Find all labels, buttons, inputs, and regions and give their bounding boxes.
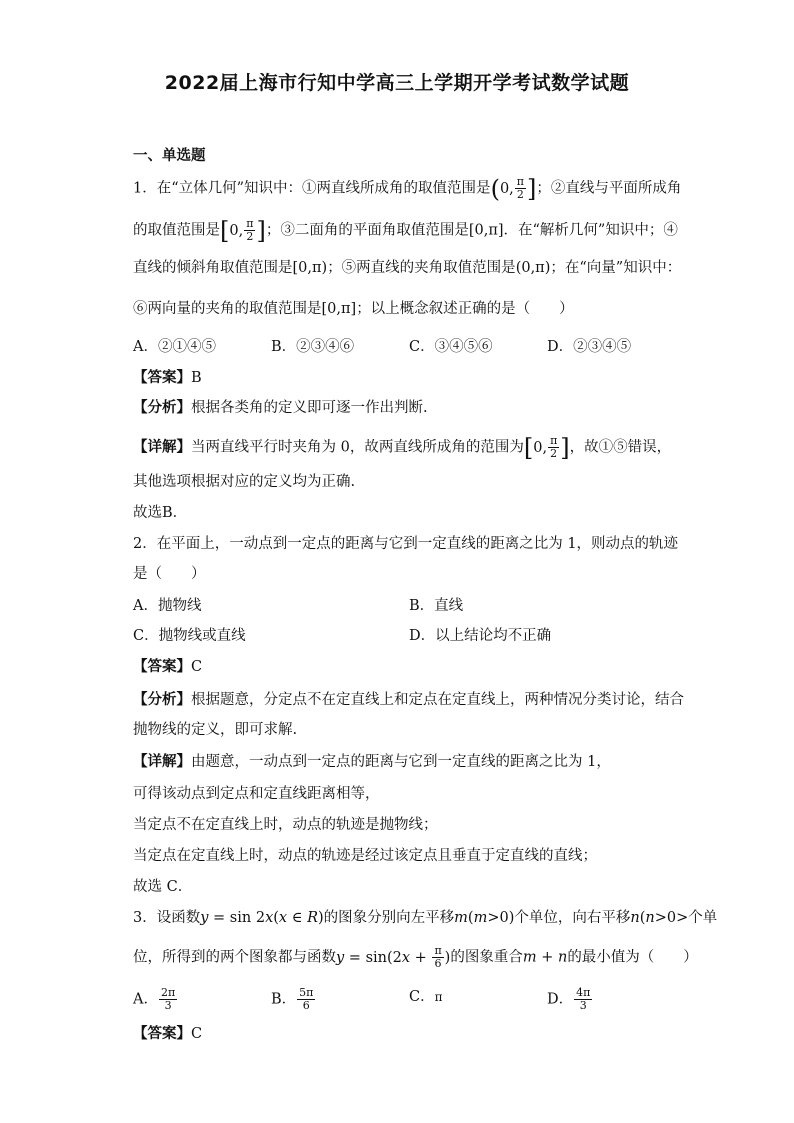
q3-option-b: B． $\frac{5\pi}{6}$	[271, 986, 314, 1012]
q1-conclusion: 故选B．	[133, 505, 188, 521]
q2-line-2: 是（ ）	[133, 566, 206, 582]
q1-option-c: C．③④⑤⑥	[409, 339, 493, 355]
q1-range-6: [0,π]	[321, 301, 357, 317]
q1-option-b: B．②③④⑥	[271, 339, 355, 355]
q1-line-2: 的取值范围是[0, $\frac{\pi}{2}$ ]；③二面角的平面角取值范围是[0,π]．在“解析几何”知识中；④	[133, 216, 678, 245]
q2-detail-4: 当定点在定直线上时，动点的轨迹是经过该定点且垂直于定直线的直线；	[133, 848, 597, 864]
q1-line-4: ⑥两向量的夹角的取值范围是[0,π]；以上概念叙述正确的是（ ）	[133, 301, 574, 317]
q1-option-d: D．②③④⑤	[547, 339, 632, 355]
q2-line-1: 2．在平面上，一动点到一定点的距离与它到一定直线的距离之比为 1，则动点的轨迹	[133, 536, 679, 552]
q1-line-1: 1．在“立体几何”知识中：①两直线所成角的取值范围是(0, $\frac{\pi}{2}$ ]；②直线与平面所成角	[133, 174, 682, 203]
q3-shift-n: n(n>0>	[630, 910, 689, 926]
q2-option-a: A．抛物线	[133, 598, 202, 614]
q3-shift-m: m(m>0)	[454, 910, 515, 926]
q3-function-1: y = sin 2x(x ∈ R)	[200, 910, 324, 926]
q2-option-b: B．直线	[409, 598, 464, 614]
q1-analysis: 【分析】根据各类角的定义即可逐一作出判断.	[133, 400, 428, 416]
q2-detail-2: 可得该动点到定点和定直线距离相等，	[133, 786, 380, 802]
q2-option-d: D．以上结论均不正确	[409, 628, 552, 644]
q1-detail-2: 其他选项根据对应的定义均为正确.	[133, 474, 356, 490]
q3-sum: m + n	[522, 949, 568, 966]
q3-function-2: y = sin(2x + $\frac{\pi}{6}$ )	[336, 944, 451, 970]
q1-line-3: 直线的倾斜角取值范围是[0,π)；⑤两直线的夹角取值范围是(0,π)；在“向量”知识中：	[133, 260, 682, 276]
q2-conclusion: 故选 C．	[133, 879, 193, 895]
q1-range-2: [0, $\frac{\pi}{2}$ ]	[220, 216, 266, 245]
section-heading: 一、单选题	[133, 148, 206, 164]
q1-range-4: [0,π)	[292, 260, 328, 276]
q2-option-c: C．抛物线或直线	[133, 628, 246, 644]
page-title: 2022届上海市行知中学高三上学期开学考试数学试题	[164, 72, 630, 94]
q1-range-3: [0,π]	[468, 222, 504, 239]
q2-answer: 【答案】C	[133, 659, 203, 675]
q3-option-a: A． $\frac{2\pi}{3}$	[133, 986, 176, 1012]
q1-answer: 【答案】B	[133, 370, 202, 386]
q3-line-2: 位，所得到的两个图象都与函数y = sin(2x + $\frac{\pi}{6}$ )的图象重合m + n的最小值为（ ）	[133, 944, 698, 970]
q2-detail-3: 当定点不在定直线上时，动点的轨迹是抛物线；	[133, 817, 438, 833]
q1-range-5: (0,π)	[515, 260, 551, 276]
q2-detail-1: 【详解】由题意，一动点到一定点的距离与它到一定直线的距离之比为 1，	[133, 754, 611, 770]
q1-range-1: (0, $\frac{\pi}{2}$ ]	[490, 174, 537, 203]
q3-option-c: C．π	[409, 989, 443, 1005]
q2-analysis-1: 【分析】根据题意，分定点不在定直线上和定点在定直线上，两种情况分类讨论，结合	[133, 692, 684, 708]
q3-line-1: 3．设函数y = sin 2x(x ∈ R)的图象分别向左平移m(m>0)个单位，向右平移n(n>0>个单	[133, 910, 718, 926]
q1-detail-range: [0, $\frac{\pi}{2}$ ]	[523, 433, 570, 462]
q3-option-d: D． $\frac{4\pi}{3}$	[547, 986, 591, 1012]
q1-detail-1: 【详解】当两直线平行时夹角为 0，故两直线所成角的范围为[0, $\frac{\pi}{2}$ ]，故①⑤错误，	[133, 433, 672, 462]
q2-analysis-2: 抛物线的定义，即可求解.	[133, 722, 298, 738]
q1-option-a: A．②①④⑤	[133, 339, 216, 355]
q3-answer: 【答案】C	[133, 1026, 203, 1042]
